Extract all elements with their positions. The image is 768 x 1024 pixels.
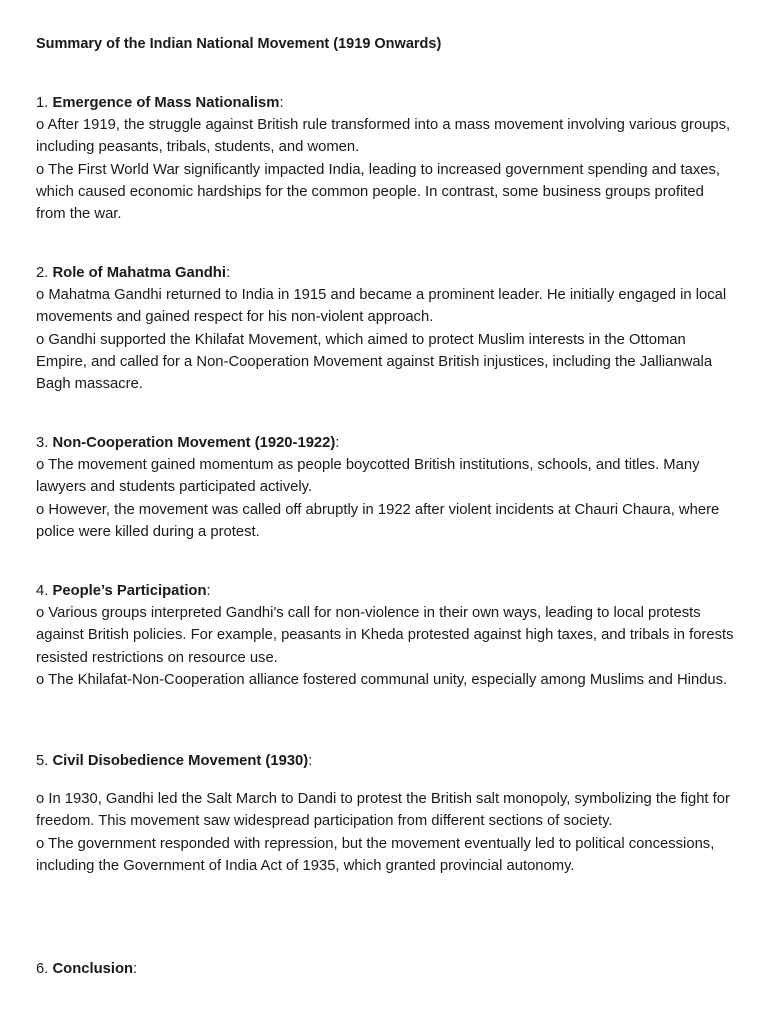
section-number: 5.	[36, 753, 49, 769]
section-title: Conclusion	[52, 961, 134, 977]
section-number: 6.	[36, 961, 49, 977]
section-heading	[36, 750, 736, 772]
section-number: 3.	[36, 435, 49, 451]
section-heading	[36, 580, 736, 602]
section-colon: :	[308, 753, 313, 769]
section-colon: :	[335, 435, 340, 451]
section-colon: :	[206, 583, 211, 599]
section-title: Role of Mahatma Gandhi	[52, 265, 226, 281]
section-colon: :	[225, 265, 231, 281]
bullet-point: o In 1930, Gandhi led the Salt March to Dandi to protest the British salt monopoly, symbolizing the fight for freedom. This movement saw widespread participation from different sections of society.	[36, 791, 730, 830]
document-title: Summary of the Indian National Movement (1919 Onwards)	[36, 36, 442, 52]
section-1	[36, 92, 736, 225]
section-colon: :	[133, 961, 138, 977]
section-title: Emergence of Mass Nationalism	[52, 95, 280, 111]
section-heading	[36, 262, 736, 284]
bullet-point: o However, the movement was called off abruptly in 1922 after violent incidents at Chauri Chaura, where police were killed during a protest.	[36, 501, 720, 540]
section-title: Civil Disobedience Movement (1930)	[52, 753, 309, 769]
section-title: People’s Participation	[52, 583, 207, 599]
section-number: 1.	[36, 95, 49, 111]
bullet-point: o Gandhi supported the Khilafat Movement, which aimed to protect Muslim interests in the Ottoman Empire, and called for a Non-Cooperation Movement against British injustices, including the Jallianwala Bagh massacre.	[36, 331, 713, 393]
bullet-point: o The Khilafat-Non-Cooperation alliance fostered communal unity, especially among Muslims and Hindus.	[36, 671, 728, 688]
section-heading	[36, 92, 736, 114]
bullet-point: o The government responded with repression, but the movement eventually led to political concessions, including the Government of India Act of 1935, which granted provincial autonomy.	[36, 835, 715, 874]
section-3	[36, 432, 736, 543]
section-5	[36, 750, 736, 877]
section-colon: :	[279, 95, 284, 111]
section-2	[36, 262, 736, 395]
section-title: Non-Cooperation Movement (1920-1922)	[52, 435, 336, 451]
bullet-point: o The First World War significantly impacted India, leading to increased government spending and taxes, which caused economic hardships for the common people. In contrast, some business groups profited from the war.	[36, 161, 721, 223]
section-6	[36, 958, 736, 980]
section-heading	[36, 432, 736, 454]
bullet-point: o After 1919, the struggle against British rule transformed into a mass movement involving various groups, including peasants, tribals, students, and women.	[36, 117, 731, 156]
section-4	[36, 580, 736, 691]
section-number: 2.	[36, 265, 49, 281]
bullet-point: o Mahatma Gandhi returned to India in 1915 and became a prominent leader. He initially engaged in local movements and gained respect for his non-violent approach.	[36, 287, 727, 326]
section-heading	[36, 958, 736, 980]
section-number: 4.	[36, 583, 49, 599]
bullet-point: o The movement gained momentum as people boycotted British institutions, schools, and titles. Many lawyers and students participated actively.	[36, 457, 700, 496]
bullet-point: o Various groups interpreted Gandhi's call for non-violence in their own ways, leading to local protests against British policies. For example, peasants in Kheda protested against high taxes, and tribals in forests resisted restrictions on resource use.	[36, 605, 734, 666]
